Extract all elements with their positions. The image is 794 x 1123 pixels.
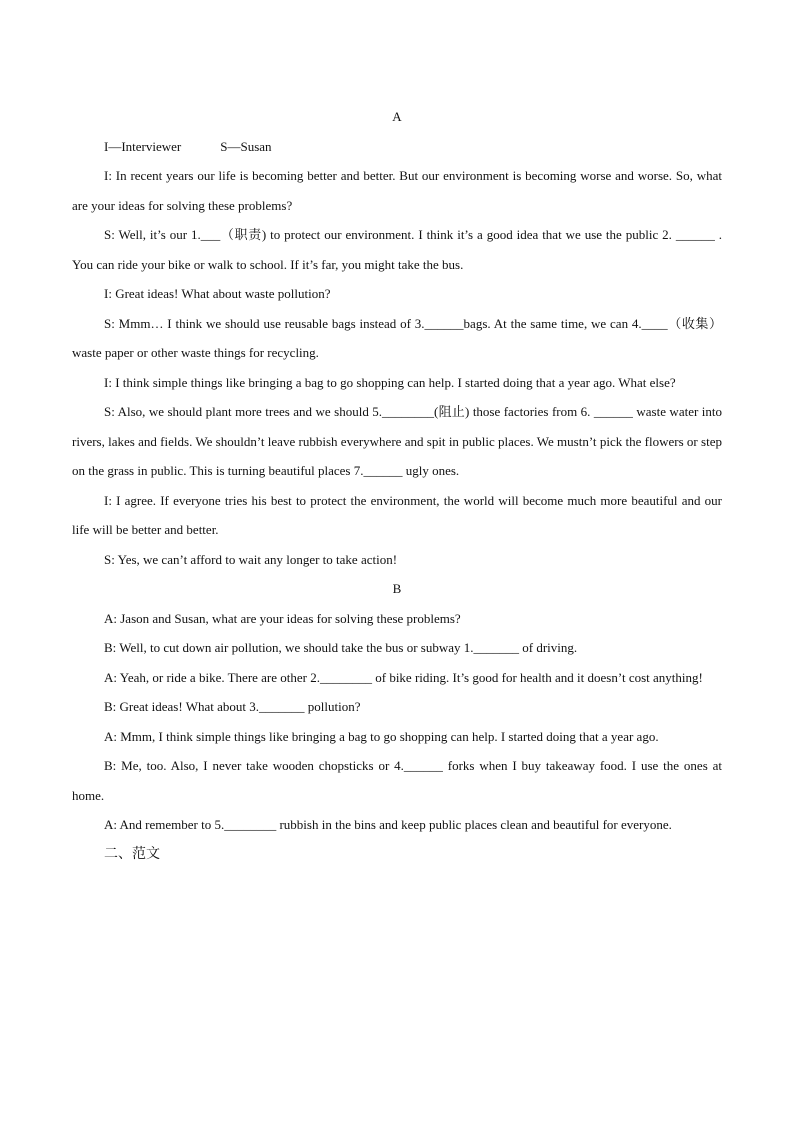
- passage-b-line-3: A: Yeah, or ride a bike. There are other 2.________ of bike riding. It’s good for health and it doesn’t cost anything!: [104, 669, 703, 685]
- passage-a-line-1: I: In recent years our life is becoming better and better. But our environment is becoming worse and worse. So, what are your ideas for solving these problems?: [72, 168, 722, 213]
- passage-b-line-7: A: And remember to 5.________ rubbish in the bins and keep public places clean and beautiful for everyone.: [104, 817, 672, 832]
- passage-a-line-2: S: Well, it’s our 1.___（职责) to protect our environment. I think it’s a good idea that we use the public 2. ______ . You can ride your bike or walk to school. If it’s far, you might take the bus.: [72, 227, 722, 272]
- passage-b-line-6: B: Me, too. Also, I never take wooden chopsticks or 4.______ forks when I buy takeaway food. I use the ones at home.: [72, 758, 722, 803]
- passage-a-line-5: I: I think simple things like bringing a bag to go shopping can help. I started doing that a year ago. What else?: [104, 374, 676, 390]
- passage-a-line-8: S: Yes, we can’t afford to wait any longer to take action!: [104, 551, 398, 567]
- passage-a-line-7: I: I agree. If everyone tries his best to protect the environment, the world will become much more beautiful and our life will be better and better.: [72, 492, 722, 537]
- passage-b-line-4: B: Great ideas! What about 3._______ pollution?: [104, 699, 361, 714]
- passage-b-heading: B: [392, 581, 402, 596]
- passage-a-line-4: S: Mmm… I think we should use reusable bags instead of 3.______bags. At the same time, we can 4.____（收集）waste paper or other waste things for recycling.: [72, 315, 722, 360]
- passage-a-line-6: S: Also, we should plant more trees and we should 5.________(阻止) those factories from 6. ______ waste water into rivers, lakes and fields. We shouldn’t leave rubbish everywhere and spit in public places. We mustn’t pick the flowers or step on the grass in public. This is turning beautiful places 7.______ ugly ones.: [72, 404, 722, 478]
- passage-b-line-1: A: Jason and Susan, what are your ideas for solving these problems?: [104, 610, 461, 626]
- section-two-heading: 二、范文: [104, 846, 160, 862]
- passage-b-line-5: A: Mmm, I think simple things like bringing a bag to go shopping can help. I started doing that a year ago.: [104, 728, 659, 744]
- passage-b-line-2: B: Well, to cut down air pollution, we should take the bus or subway 1._______ of driving.: [104, 640, 578, 655]
- passage-a-line-3: I: Great ideas! What about waste pollution?: [104, 286, 331, 301]
- passage-a-heading: A: [392, 109, 402, 124]
- passage-a-roles: I—Interviewer S—Susan: [104, 138, 272, 154]
